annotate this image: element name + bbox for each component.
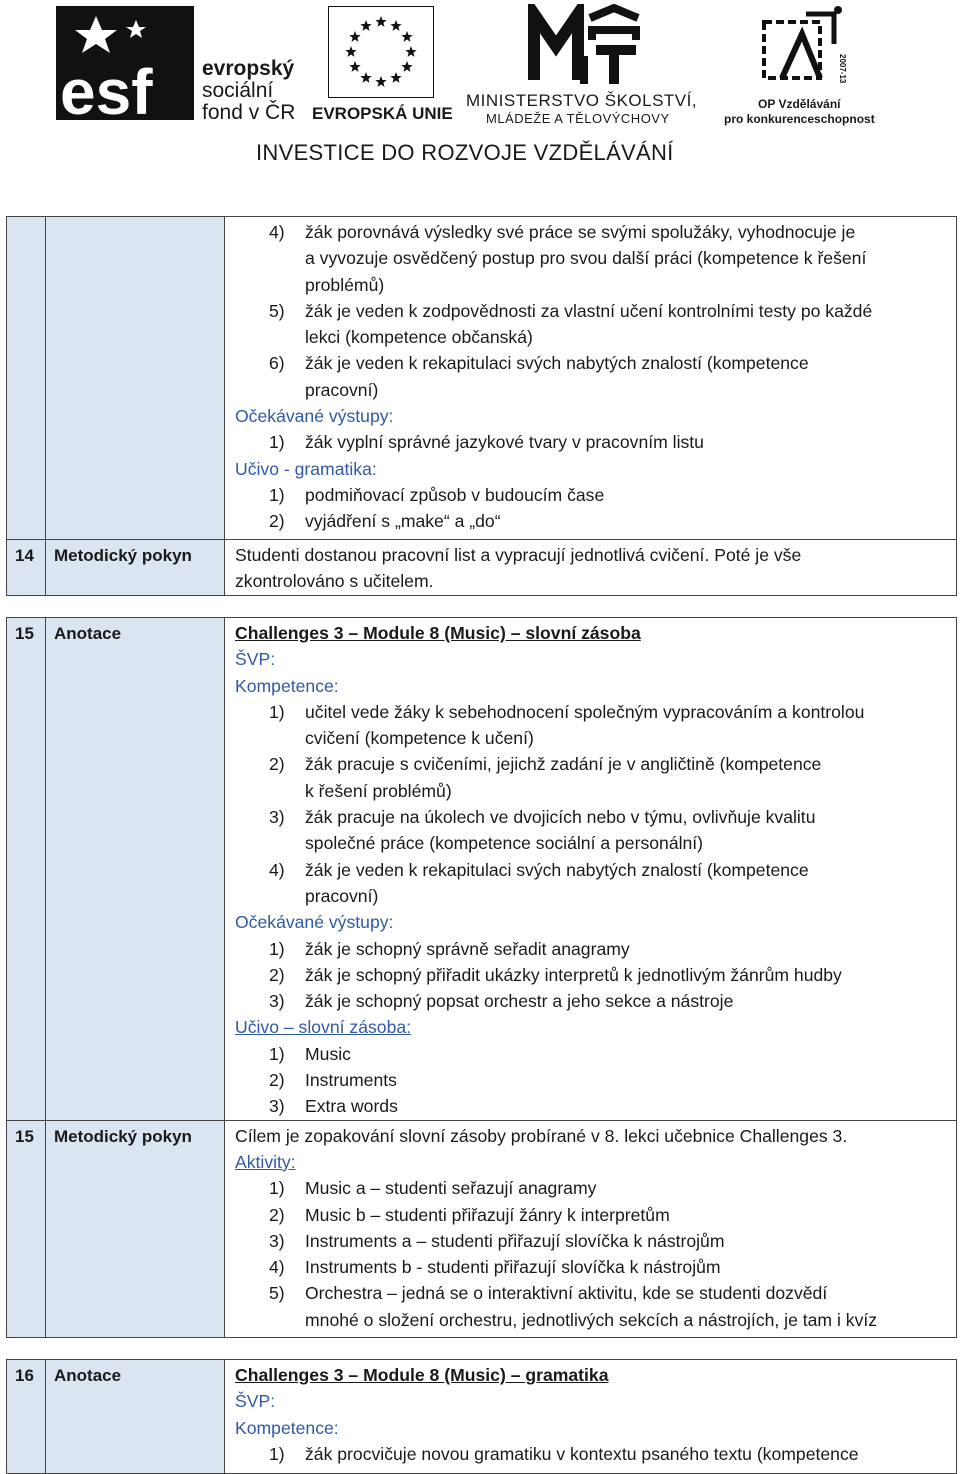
- list-item: [235, 778, 950, 804]
- list-item-number: [235, 778, 305, 804]
- logo-header: [0, 0, 960, 175]
- table-block-3: [6, 1359, 957, 1474]
- list-item-text: žák je schopný přiřadit ukázky interpretů k jednotlivým žánrům hudby: [305, 964, 842, 985]
- list-item-number: 4): [269, 1257, 285, 1278]
- list-item: [235, 272, 950, 298]
- list-item-text: společné práce (kompetence sociální a personální): [305, 833, 704, 854]
- row-number-cell: 16: [7, 1360, 46, 1474]
- table-row: [7, 1360, 957, 1474]
- esf-line3: fond v ČR: [202, 101, 296, 124]
- eu-flag-icon: [328, 6, 434, 98]
- list-item-text: žák pracuje na úkolech ve dvojicích nebo v týmu, ovlivňuje kvalitu: [305, 807, 816, 828]
- msmt-line1: MINISTERSTVO ŠKOLSTVÍ,: [466, 91, 698, 110]
- list-item: [235, 988, 950, 1014]
- ucivo-heading: Učivo - gramatika:: [235, 458, 377, 479]
- list-item: [235, 1307, 950, 1333]
- numbered-list: [235, 1041, 950, 1120]
- list-item: [235, 482, 950, 508]
- kompetence-heading: Kompetence:: [235, 1417, 339, 1438]
- ocekavane-vystupy-heading: Očekávané výstupy:: [235, 912, 394, 933]
- list-item-number: [235, 1307, 305, 1333]
- pokyn-intro: Cílem je zopakování slovní zásoby probírané v 8. lekci učebnice Challenges 3.: [235, 1125, 848, 1146]
- investice-slogan: INVESTICE DO ROZVOJE VZDĚLÁVÁNÍ: [256, 140, 674, 165]
- list-item-text: podmiňovací způsob v budoucím čase: [305, 484, 605, 505]
- row-content-cell: [225, 540, 957, 596]
- list-item-text: žák je schopný popsat orchestr a jeho sekce a nástroje: [305, 991, 734, 1012]
- row-number-cell: 15: [7, 618, 46, 1121]
- list-item: [235, 350, 950, 376]
- list-item-number: [235, 377, 305, 403]
- list-item: [235, 962, 950, 988]
- list-item-number: 1): [269, 432, 285, 453]
- table-block-1: [6, 216, 957, 596]
- list-item-text: pracovní): [305, 379, 379, 400]
- list-item-number: 1): [269, 1178, 285, 1199]
- numbered-list: [235, 1175, 950, 1333]
- list-item: [235, 804, 950, 830]
- row-label-cell: Metodický pokyn: [46, 1120, 225, 1337]
- list-item-text: žák je veden k rekapitulaci svých nabytých znalostí (kompetence: [305, 353, 809, 374]
- svg-text:esf: esf: [60, 56, 153, 120]
- list-item-text: lekci (kompetence občanská): [305, 327, 533, 348]
- list-item-text: Instruments b - studenti přiřazují slovíčka k nástrojům: [305, 1257, 721, 1278]
- numbered-list: [235, 699, 950, 909]
- list-item: [235, 1254, 950, 1280]
- list-item-text: vyjádření s „make“ a „do“: [305, 511, 501, 532]
- list-item: [235, 1067, 950, 1093]
- list-item-text: mnohé o složení orchestru, jednotlivých sekcích a nástrojích, je tam i kvíz: [305, 1309, 878, 1330]
- list-item-text: Instruments a – studenti přiřazují slovíčka k nástrojům: [305, 1230, 725, 1251]
- list-item-number: 1): [269, 484, 285, 505]
- list-item-text: žák je veden k zodpovědnosti za vlastní učení kontrolními testy po každé: [305, 300, 873, 321]
- list-item-text: žák je schopný správně seřadit anagramy: [305, 938, 630, 959]
- svp-heading: ŠVP:: [235, 649, 276, 670]
- esf-mark-icon: [56, 6, 194, 120]
- metodicky-pokyn-text: Studenti dostanou pracovní list a vypracují jednotlivá cvičení. Poté je vše: [235, 545, 802, 565]
- list-item: [235, 830, 950, 856]
- list-item-text: žák vyplní správné jazykové tvary v pracovním listu: [305, 432, 704, 453]
- msmt-mark-icon: [526, 4, 654, 88]
- list-item: [235, 936, 950, 962]
- esf-line1: evropský: [202, 57, 295, 80]
- list-item: [235, 751, 950, 777]
- row-content-cell: [225, 618, 957, 1121]
- list-item-text: žák porovnává výsledky své práce se svými spolužáky, vyhodnocuje je: [305, 222, 856, 242]
- list-item: [235, 1041, 950, 1067]
- op-logo: [724, 4, 894, 124]
- list-item: [235, 883, 950, 909]
- numbered-list: [235, 429, 950, 455]
- list-item: [235, 1175, 950, 1201]
- row-content-cell: [225, 1120, 957, 1337]
- metodicky-pokyn-text: zkontrolováno s učitelem.: [235, 571, 434, 592]
- list-item-text: žák je veden k rekapitulaci svých nabytých znalostí (kompetence: [305, 859, 809, 880]
- row-label-cell: Anotace: [46, 1360, 225, 1474]
- op-line2: pro konkurenceschopnost: [724, 112, 875, 126]
- numbered-list: [235, 219, 950, 403]
- numbered-list: [235, 1441, 950, 1467]
- row-label-cell: Anotace: [46, 618, 225, 1121]
- list-item-text: žák pracuje s cvičeními, jejichž zadání je v angličtině (kompetence: [305, 754, 822, 775]
- ocekavane-vystupy-heading: Očekávané výstupy:: [235, 406, 394, 427]
- list-item-number: 4): [269, 222, 285, 242]
- list-item: [235, 1228, 950, 1254]
- list-item-number: 4): [269, 859, 285, 880]
- list-item: [235, 1202, 950, 1228]
- numbered-list: [235, 936, 950, 1015]
- esf-logo: [56, 6, 296, 124]
- numbered-list: [235, 482, 950, 535]
- list-item: [235, 1441, 950, 1467]
- list-item-number: 6): [269, 353, 285, 374]
- list-item: [235, 377, 950, 403]
- list-item-number: 2): [269, 964, 285, 985]
- list-item-text: učitel vede žáky k sebehodnocení společným vypracováním a kontrolou: [305, 701, 865, 722]
- list-item-text: a vyvozuje osvědčený postup pro svou další práci (kompetence k řešení: [305, 248, 867, 269]
- row-number-cell: 15: [7, 1120, 46, 1337]
- list-item-number: 1): [269, 701, 285, 722]
- list-item-number: 2): [269, 511, 285, 532]
- list-item: [235, 324, 950, 350]
- msmt-line2: MLÁDEŽE A TĚLOVÝCHOVY: [486, 111, 670, 126]
- list-item: [235, 857, 950, 883]
- list-item-text: Music b – studenti přiřazují žánry k interpretům: [305, 1204, 670, 1225]
- list-item-number: 5): [269, 300, 285, 321]
- list-item-number: [235, 725, 305, 751]
- list-item-number: [235, 272, 305, 298]
- list-item-text: žák procvičuje novou gramatiku v kontextu psaného textu (kompetence: [305, 1443, 859, 1464]
- row-number-cell: [7, 217, 46, 540]
- table-row: [7, 1120, 957, 1337]
- row-label-cell: Metodický pokyn: [46, 540, 225, 596]
- list-item-text: Music: [305, 1043, 351, 1064]
- op-line1: OP Vzdělávání: [758, 97, 841, 111]
- ucivo-heading: Učivo – slovní zásoba:: [235, 1017, 412, 1038]
- list-item-text: Music a – studenti seřazují anagramy: [305, 1178, 597, 1199]
- aktivity-heading: Aktivity:: [235, 1151, 296, 1172]
- list-item-number: 1): [269, 938, 285, 959]
- list-item-number: 2): [269, 754, 285, 775]
- list-item: [235, 298, 950, 324]
- list-item-text: Instruments: [305, 1070, 397, 1091]
- list-item: [235, 1093, 950, 1119]
- row-content-cell: [225, 1360, 957, 1474]
- list-item-number: [235, 324, 305, 350]
- list-item-text: Extra words: [305, 1096, 398, 1117]
- list-item-number: 5): [269, 1283, 285, 1304]
- list-item: [235, 508, 950, 534]
- anotace-title: Challenges 3 – Module 8 (Music) – slovní zásoba: [235, 623, 641, 643]
- list-item-number: [235, 830, 305, 856]
- list-item-text: k řešení problémů): [305, 780, 452, 801]
- list-item-number: [235, 245, 305, 271]
- list-item-number: 3): [269, 1096, 285, 1117]
- list-item-text: pracovní): [305, 885, 379, 906]
- table-row: [7, 540, 957, 596]
- msmt-logo: [466, 4, 716, 124]
- list-item-number: 3): [269, 1230, 285, 1251]
- list-item: [235, 725, 950, 751]
- anotace-title: Challenges 3 – Module 8 (Music) – gramatika: [235, 1365, 609, 1385]
- list-item-text: cvičení (kompetence k učení): [305, 728, 534, 749]
- list-item-number: 3): [269, 991, 285, 1012]
- list-item-number: 1): [269, 1043, 285, 1064]
- list-item: [235, 429, 950, 455]
- op-badge: 2007-13: [838, 54, 847, 84]
- list-item-number: 1): [269, 1443, 285, 1464]
- esf-line2: sociální: [202, 79, 274, 102]
- list-item-number: 2): [269, 1204, 285, 1225]
- list-item: [235, 699, 950, 725]
- list-item-text: Orchestra – jedná se o interaktivní aktivitu, kde se studenti dozvědí: [305, 1283, 828, 1304]
- list-item: [235, 245, 950, 271]
- list-item-number: [235, 883, 305, 909]
- table-row: [7, 618, 957, 1121]
- op-mark-icon: [754, 4, 850, 94]
- list-item: [235, 1280, 950, 1306]
- list-item-text: problémů): [305, 274, 385, 295]
- row-content-cell: [225, 217, 957, 540]
- kompetence-heading: Kompetence:: [235, 675, 339, 696]
- row-number-cell: 14: [7, 540, 46, 596]
- table-row: [7, 217, 957, 540]
- row-label-cell: [46, 217, 225, 540]
- svp-heading: ŠVP:: [235, 1391, 276, 1412]
- eu-logo: [312, 6, 458, 124]
- list-item-number: 2): [269, 1070, 285, 1091]
- table-block-2: [6, 617, 957, 1338]
- list-item: [235, 219, 950, 245]
- eu-label: EVROPSKÁ UNIE: [312, 104, 453, 123]
- list-item-number: 3): [269, 807, 285, 828]
